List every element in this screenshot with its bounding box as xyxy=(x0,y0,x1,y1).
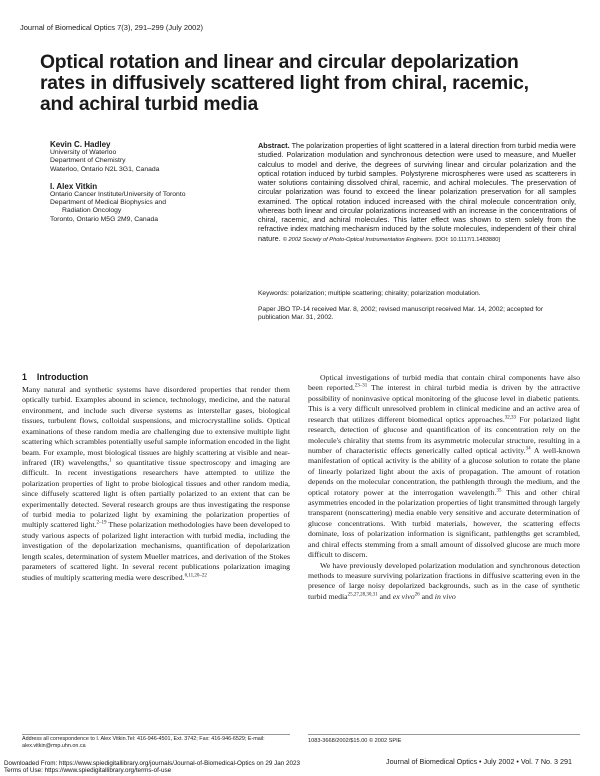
author-name: I. Alex Vitkin xyxy=(50,181,98,191)
reference-marker: 23–31 xyxy=(354,383,368,389)
reference-marker: 6,11,20–22 xyxy=(184,573,207,578)
page-footer: Journal of Biomedical Optics • July 2002 • Vol. 7 No. 3 291 xyxy=(385,757,572,766)
download-line: Downloaded From: https://www.spiedigitallibrary.org/journals/Journal-of-Biomedical-Optics on 29 Jan 2023 xyxy=(4,760,300,767)
terms-line: Terms of Use: https://www.spiedigitallibrary.org/terms-of-use xyxy=(4,767,172,775)
text-run: This and other chiral asymmetries encoded in the polarization properties of light transmitted through largely transparent (nonscattering) media enable very sensitive and accurate determination of glucose concentrations. With turbid materials, however, the scattering effects dominate, loss of polarization information is significant, pathlengths get scrambled, and chiral effects stemming from a small amount of dissolved glucose are much more difficult to discern. xyxy=(308,487,581,560)
reference-marker: 34 xyxy=(525,446,531,452)
affiliation-line: Toronto, Ontario M5G 2M9, Canada xyxy=(50,215,159,223)
text-run: Many natural and synthetic systems have disordered properties that render them optically turbid. Examples abound in science, technology, medicine, and the natural environment, and include such diverse systems as interstellar gases, biological tissues, turbulent flows, colloidal suspensions, and microcrystalline solids. Optical examinations of these random media are challenging due to extensive multiple light scattering which scrambles potentially useful sample information encoded in the light beam. For example, most biological tissues are highly scattering at visible and near-infrared (IR) wavelengths, xyxy=(22,385,290,467)
text-run: so quantitative tissue spectroscopy and imaging are difficult. In recent investigations researchers have attempted to utilize the polarization properties of light to probe biological tissues and other random media, since diffusely scattered light is often partially polarized to an extent that can be experimentally detected. Several research groups are thus investigating the response of turbid media to polarized light by examining the polarization properties of multiply scattered light. xyxy=(22,457,291,530)
reference-marker: 2–19 xyxy=(96,520,107,526)
paper-title: Optical rotation and linear and circular depolarization rates in diffusively scattered light from chiral, racemic, and achiral turbid media xyxy=(40,52,529,115)
text-run: The interest in chiral turbid media is driven by the attractive possibility of noninvasive optical monitoring of the glucose level in diabetic patients. This is a very difficult unresolved problem in clinical medicine and an active area of research that utilizes different biomedical optics approaches. xyxy=(308,383,580,424)
affiliation-line: University of Waterloo xyxy=(50,149,117,156)
section-title: Introduction xyxy=(36,372,89,382)
paragraph xyxy=(308,373,580,561)
abstract-text: The polarization properties of light scattered in a lateral direction from turbid media were studied. Polarization modulation and synchronous detection were used to measure, and Mueller calculus to model and derive, the degrees of surviving linear and circular polarization and the optical rotation induced by turbid samples. Polystyrene microspheres were used as scatterers in water solutions containing dissolved chiral, racemic, and achiral molecules. The preservation of circular polarization was found to exceed the linear polarization preservation for all samples examined. The optical rotation induced increased with the chiral molecule concentration only, whereas both linear and circular polarizations increased with an increase in the concentrations of chiral, racemic, and achiral molecules. This latter effect was shown to stem solely from the refractive index matching mechanism induced by the solute molecules, independent of their chiral nature. xyxy=(258,141,576,243)
affiliation-line: Ontario Cancer Institute/University of Toronto xyxy=(50,190,186,198)
author-block xyxy=(50,182,250,224)
correspondence-footnote: Address all correspondence to I. Alex Vitkin.Tel: 416-946-4501, Ext. 3742; Fax: 416-946-6529; E-mail: alex.vitkin@rmp.uhn.on.ca xyxy=(22,736,265,749)
reference-marker: 25,27,28,30,31 xyxy=(347,592,378,598)
footnote-divider xyxy=(22,734,290,735)
body-column-right xyxy=(308,373,580,602)
text-run: A well-known manifestation of optical activity is the ability of a glucose solution to rotate the plane of linearly polarized light about the axis of propagation. The amount of rotation depends on the molecular concentration, the pathlength through the medium, and the optical rotatory power at the interrogation wavelength. xyxy=(308,445,580,497)
section-heading xyxy=(22,372,88,382)
reference-marker: 32,33 xyxy=(504,415,517,421)
text-run: and xyxy=(377,591,393,601)
affiliation-line: Waterloo, Ontario N2L 3G1, Canada xyxy=(50,165,160,173)
author-list xyxy=(50,140,250,232)
affiliation-line: Department of Chemistry xyxy=(50,157,126,165)
paragraph xyxy=(22,385,290,583)
reference-marker: 1 xyxy=(109,458,112,464)
body-column-left xyxy=(22,385,290,583)
reference-marker: 26 xyxy=(414,592,420,598)
journal-header: Journal of Biomedical Optics 7(3), 291–299 (July 2002) xyxy=(20,23,204,32)
issn-line: 1083-3668/2002/$15.00 © 2002 SPIE xyxy=(308,738,402,744)
abstract xyxy=(258,141,576,245)
text-italic: ex vivo xyxy=(392,591,415,601)
text-run: and xyxy=(419,591,435,601)
doi: [DOI: 10.1117/1.1483880] xyxy=(435,236,500,243)
issn-divider xyxy=(308,734,580,735)
affiliation-line: Department of Medical Biophysics and xyxy=(50,199,166,207)
author-block xyxy=(50,140,250,174)
copyright-notice: © 2002 Society of Photo-Optical Instrumentation Engineers. xyxy=(282,236,434,243)
text-run: We have previously developed polarization modulation and synchronous detection methods to measure surviving polarization fractions in diffusive scattering even in the presence of large noisy depolarized backgrounds, such as in the case of synthetic turbid media xyxy=(308,560,580,601)
download-notice xyxy=(4,760,300,775)
affiliation-line: Radiation Oncology xyxy=(62,207,122,215)
author-name: Kevin C. Hadley xyxy=(50,140,111,149)
text-italic: in vivo xyxy=(434,591,456,601)
keywords: Keywords: polarization; multiple scattering; chirality; polarization modulation. xyxy=(258,290,481,297)
reference-marker: 35 xyxy=(496,488,502,494)
paragraph xyxy=(308,561,580,603)
paper-history: Paper JBO TP-14 received Mar. 8, 2002; revised manuscript received Mar. 14, 2002; accepted for publication Mar. 31, 2002. xyxy=(258,306,544,322)
text-run: These polarization methodologies have been developed to study various aspects of polarized light interaction with turbid media, including the investigation of the depolarization mechanisms, quantification of depolarization length scales, determination of system Mueller matrices, and derivation of the Stokes parameters of scattered light. In several recent publications polarization imaging studies of multiply scattering media were described. xyxy=(22,520,290,582)
text-run: Optical investigations of turbid media that contain chiral components have also been reported. xyxy=(308,373,580,393)
section-number: 1 xyxy=(22,372,27,382)
text-run: For polarized light research, detection of glucose and quantification of its concentration rely on the molecule's chirality that stems from its asymmetric molecular structure, resulting in a number of characteristic effects generically called optical activity. xyxy=(308,414,580,455)
abstract-label: Abstract. xyxy=(258,141,290,150)
